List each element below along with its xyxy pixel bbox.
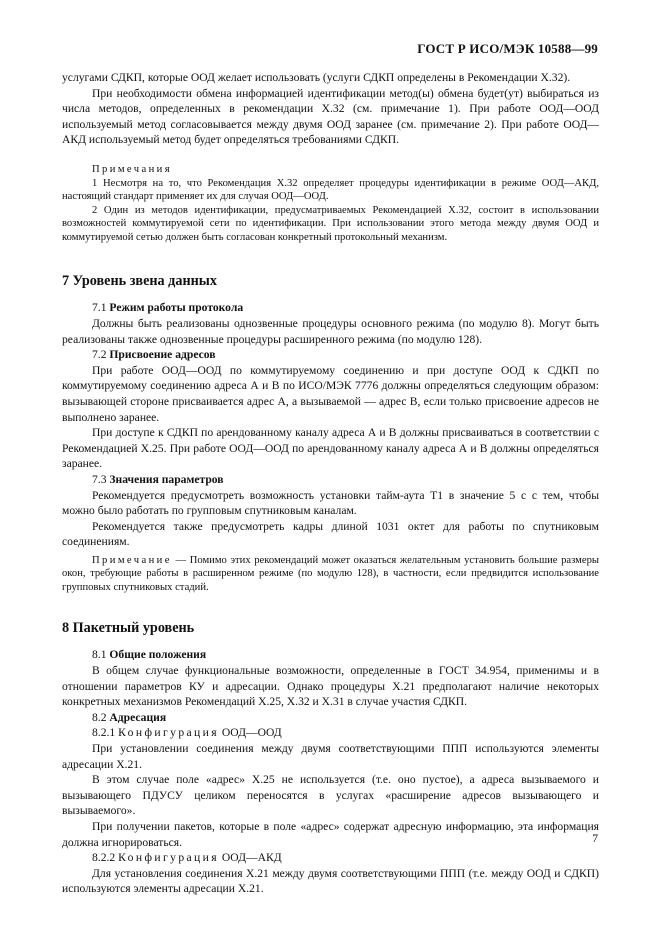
paragraph: Для установления соединения Х.21 между двумя соответствующими ППП (т.е. между ООД и СДКП) используются элементы адресации Х.21.	[62, 866, 599, 896]
subsection-number: 8.1	[92, 648, 107, 662]
subsection-number: 7.3	[92, 473, 107, 486]
subsection-title: Режим работы протокола	[109, 301, 244, 315]
subsection-number: 7.1	[92, 301, 107, 315]
subsection-title: Значения параметров	[109, 473, 224, 486]
paragraph: Должны быть реализованы однозвенные процедуры основного режима (по модулю 8). Могут быть реализованы также однозвенные процедуры расширенного режима (по модулю 128).	[62, 317, 599, 346]
configuration-value: ООД—ООД	[221, 726, 282, 740]
paragraph: Рекомендуется также предусмотреть кадры длиной 1031 октет для работы по спутниковым соединениям.	[62, 519, 599, 549]
note-text: — Помимо этих рекомендаций может оказаться желательным установить большие размеры окон, требующие работы в расширенном режиме (по модулю 128), в частности, если предвидится использование групповых спутниковых стадий.	[62, 554, 599, 593]
subsection-7-1-heading	[62, 300, 599, 316]
subsection-7-2-heading	[62, 347, 599, 363]
subsection-title: Общие положения	[109, 648, 207, 662]
section-8-heading: 8 Пакетный уровень	[62, 620, 195, 637]
subsection-7-3-heading	[62, 472, 599, 488]
subsection-title: Присвоение адресов	[109, 348, 216, 362]
subsection-8-2-1-heading	[62, 725, 599, 741]
subsection-number: 8.2.1	[92, 726, 116, 740]
subsection-number: 8.2.2	[92, 851, 116, 865]
note-label: Примечание	[92, 554, 172, 566]
configuration-label: Конфигурация	[118, 726, 220, 740]
subsection-title: Адресация	[109, 710, 167, 724]
paragraph: услугами СДКП, которые ООД желает использовать (услуги СДКП определены в Рекомендации Х.32).	[62, 71, 571, 84]
note-1: 1 Несмотря на то, что Рекомендация Х.32 определяет процедуры идентификации в режиме ООД—АКД, настоящий стандарт применяет их для случая ООД—ООД.	[62, 177, 599, 203]
paragraph: При доступе к СДКП по арендованному каналу адреса А и В должны присваиваться в соответствии с Рекомендацией Х.25. При работе ООД—ООД по арендованному каналу адреса А и В должны определяться заранее.	[62, 426, 599, 471]
configuration-value: ООД—АКД	[221, 851, 282, 865]
section-7-heading: 7 Уровень звена данных	[62, 273, 217, 290]
subsection-8-2-2-heading	[62, 850, 599, 866]
document-header: ГОСТ Р ИСО/МЭК 10588—99	[417, 41, 598, 56]
note-2: 2 Один из методов идентификации, предусматриваемых Рекомендацией Х.32, состоит в использовании возможностей коммутируемой сети по идентификации. При использовании этого метода между двумя ООД и коммутируемой сетью должен быть согласован конкретный протокольный механизм.	[62, 204, 599, 243]
subsection-8-1-heading	[62, 647, 599, 663]
paragraph: При работе ООД—ООД по коммутируемому соединению и при доступе ООД к СДКП по коммутируемому соединению адреса А и В по ИСО/МЭК 7776 должны определяться следующим образом: вызывающей стороне присваивается адрес А, а вызываемой — адрес В, если только присвоение адресов не выполнено заранее.	[62, 363, 599, 424]
paragraph: В этом случае поле «адрес» Х.25 не используется (т.е. оно пустое), а адреса вызываемого и вызывающего ПДУСУ целиком переносятся в услугах «расширение адресов вызывающего и вызываемого».	[62, 773, 599, 818]
subsection-number: 7.2	[92, 348, 107, 362]
paragraph: Рекомендуется предусмотреть возможность установки тайм-аута Т1 в значение 5 с с тем, чтобы можно было работать по групповым спутниковым каналам.	[62, 488, 599, 518]
paragraph: При установлении соединения между двумя соответствующими ППП используются элементы адресации Х.21.	[62, 742, 599, 771]
paragraph: При необходимости обмена информацией идентификации метод(ы) обмена будет(ут) выбираться из числа методов, определенных в рекомендации Х.32 (см. примечание 1). При работе ООД—ООД используемый метод согласовывается между двумя ООД заранее (см. примечание 2). При работе ООД—АКД используемый метод будет определяться требованиями СДКП.	[62, 86, 599, 147]
note-7-3	[62, 554, 599, 595]
subsection-number: 8.2	[92, 710, 107, 724]
subsection-8-2-heading	[62, 710, 599, 726]
paragraph: В общем случае функциональные возможности, определенные в ГОСТ 34.954, применимы и в отношении параметров КУ и адресации. Однако процедуры Х.21 предполагают наличие некоторых конкретных механизмов Рекомендаций Х.25, Х.32 и Х.31 в случае участия СДКП.	[62, 664, 599, 709]
page-content	[62, 70, 599, 897]
configuration-label: Конфигурация	[118, 851, 220, 865]
paragraph: При получении пакетов, которые в поле «адрес» содержат адресную информацию, эта информация должна игнорироваться.	[62, 820, 599, 849]
page-number: 7	[592, 832, 598, 845]
notes-title: Примечания	[92, 163, 172, 175]
